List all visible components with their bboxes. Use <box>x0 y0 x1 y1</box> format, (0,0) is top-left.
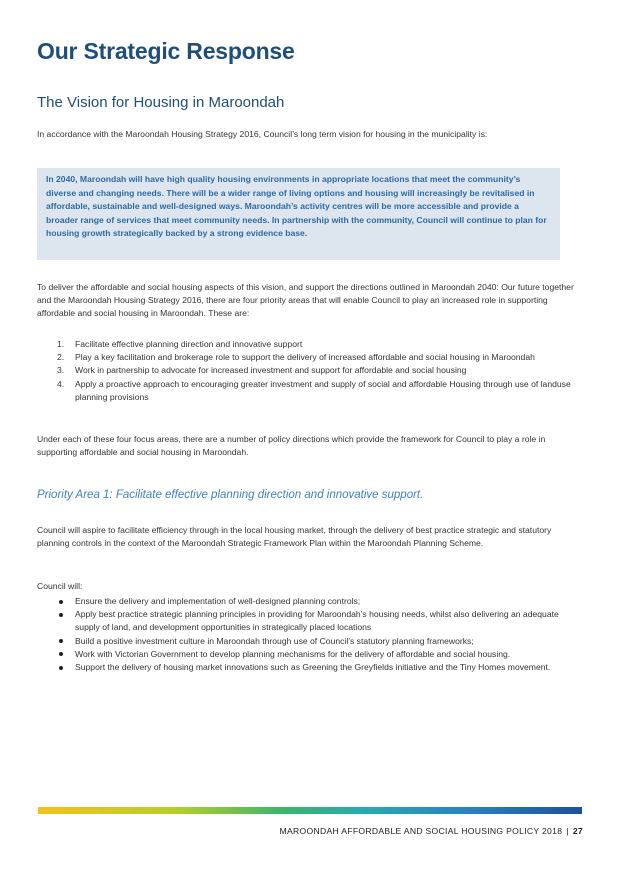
list-item <box>37 364 582 377</box>
section-heading: The Vision for Housing in Maroondah <box>37 94 285 111</box>
action-list <box>37 595 582 674</box>
footer-separator: | <box>566 826 569 836</box>
list-number: 4. <box>57 378 65 389</box>
list-item <box>37 661 582 674</box>
list-item-text: Play a key facilitation and brokerage role to support the delivery of increased affordable and social housing in Maroondah <box>75 352 535 363</box>
page-footer <box>280 826 583 836</box>
priority-area-heading: Priority Area 1: Facilitate effective planning direction and innovative support. <box>37 489 424 501</box>
footer-title: MAROONDAH AFFORDABLE AND SOCIAL HOUSING POLICY 2018 <box>279 826 563 836</box>
bullet-icon <box>59 666 63 670</box>
bullet-icon <box>59 652 63 656</box>
vision-text: In 2040, Maroondah will have high quality housing environments in appropriate locations that meet the community’s diverse and changing needs. There will be a wider range of living options and housing will increasingly be revitalised in affordable, sustainable and well-designed ways. Maroondah’s activity centres will be more accessible and provide a broader range of services that meet community needs. In partnership with the community, Council will continue to plan for housing growth strategically backed by a strong evidence base. <box>46 174 547 239</box>
priority-list <box>37 338 582 404</box>
page-number: 27 <box>572 826 583 836</box>
list-item <box>37 378 582 404</box>
bullet-icon <box>59 613 63 617</box>
page-title: Our Strategic Response <box>37 38 295 64</box>
intro-paragraph: In accordance with the Maroondah Housing Strategy 2016, Council’s long term vision for housing in the municipality is: <box>37 129 488 139</box>
list-item <box>37 608 582 634</box>
list-item-text: Apply best practice strategic planning principles in providing for Maroondah’s housing needs, whilst also delivering an adequate supply of land, and development opportunities in strategically placed locations <box>75 609 559 633</box>
list-number: 1. <box>57 339 65 349</box>
bullet-icon <box>59 600 63 604</box>
list-item <box>37 648 582 661</box>
list-item-text: Facilitate effective planning direction and innovative support <box>75 339 303 349</box>
list-item-text: Ensure the delivery and implementation of well-designed planning controls; <box>75 596 361 606</box>
list-number: 3. <box>57 365 65 376</box>
list-item <box>37 351 582 364</box>
list-item-text: Apply a proactive approach to encouraging greater investment and supply of social and affordable Housing through use of landuse planning provisions <box>75 378 571 402</box>
footer-gradient-bar <box>38 807 582 814</box>
bullet-icon <box>59 639 63 643</box>
list-item-text: Work in partnership to advocate for increased investment and support for affordable and social housing <box>75 365 467 376</box>
list-item <box>37 635 582 648</box>
council-will-label: Council will: <box>37 581 83 591</box>
list-item-text: Work with Victorian Government to develop planning mechanisms for the delivery of affordable and social housing. <box>75 648 511 659</box>
focus-paragraph: Under each of these four focus areas, there are a number of policy directions which provide the framework for Council to play a role in supporting affordable and social housing in Maroondah. <box>37 434 546 458</box>
deliver-paragraph: To deliver the affordable and social housing aspects of this vision, and support the directions outlined in Maroondah 2040: Our future together and the Maroondah Housing Strategy 2016, there are four priority areas that will enable Council to play an increased role in supporting affordable and social housing in Maroondah. These are: <box>37 282 574 319</box>
list-item-text: Support the delivery of housing market innovations such as Greening the Greyfields initiative and the Tiny Homes movement. <box>75 662 551 673</box>
list-number: 2. <box>57 352 65 363</box>
vision-callout <box>37 168 560 260</box>
list-item <box>37 595 582 608</box>
list-item-text: Build a positive investment culture in Maroondah through use of Council’s statutory planning frameworks; <box>75 635 474 646</box>
aspire-paragraph: Council will aspire to facilitate efficiency through in the local housing market, through the delivery of best practice strategic and statutory planning controls in the context of the Maroondah Strategic Framework Plan within the Maroondah Planning Scheme. <box>37 525 552 549</box>
list-item <box>37 338 582 351</box>
